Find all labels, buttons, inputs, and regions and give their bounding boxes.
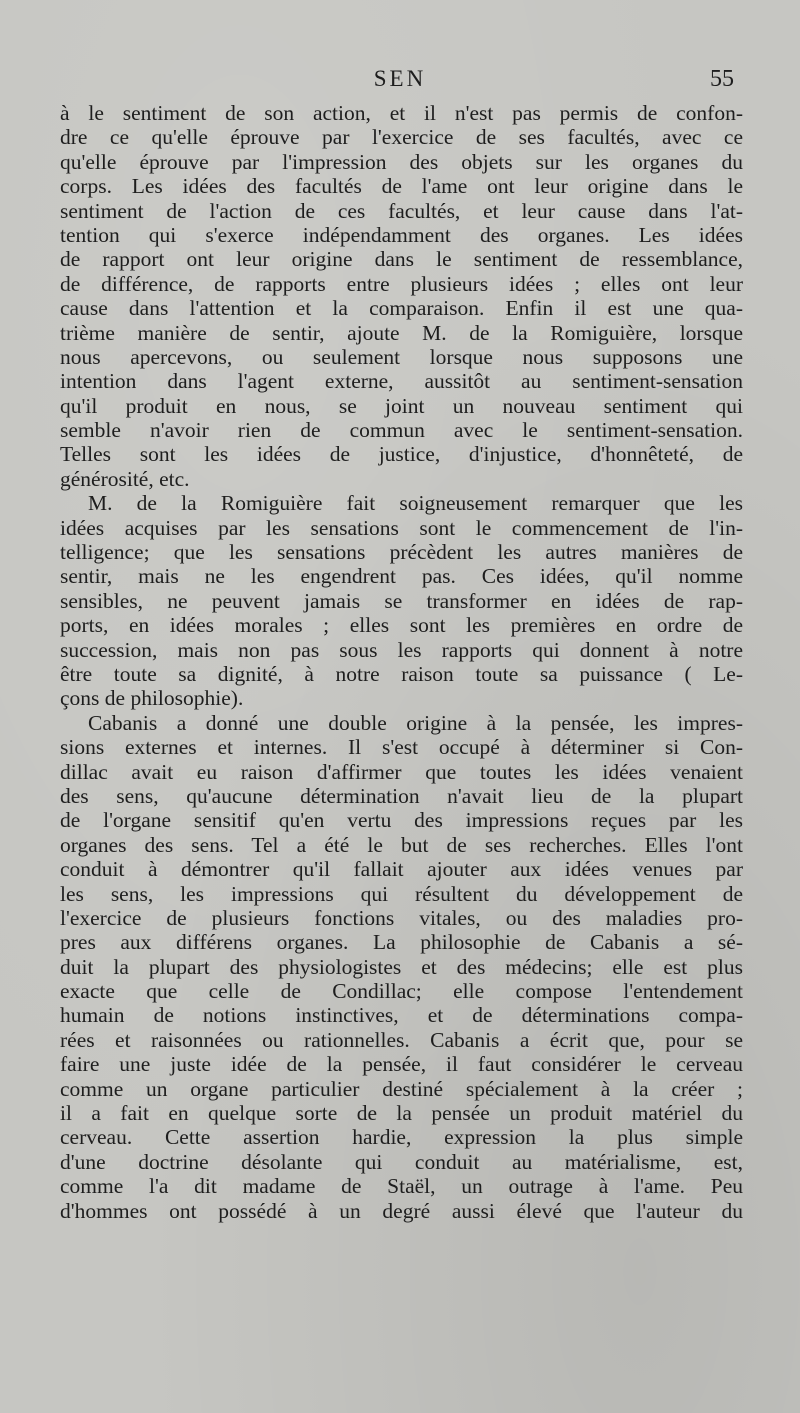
running-head: SEN (373, 66, 427, 91)
text-line: nous apercevons, ou seulement lorsque nous supposons une (60, 344, 743, 369)
text-line: générosité, etc. (60, 466, 190, 491)
paragraph-first-line: Cabanis a donné une double origine à la pensée, les impres- (88, 710, 743, 735)
text-line: tention qui s'exerce indépendamment des organes. Les idées (60, 222, 743, 247)
text-line: comme l'a dit madame de Staël, un outrage à l'ame. Peu (60, 1174, 743, 1199)
text-line: pres aux différens organes. La philosophie de Cabanis a sé- (60, 930, 743, 955)
text-line: intention dans l'agent externe, aussitôt au sentiment-sensation (60, 369, 743, 394)
text-line: qu'elle éprouve par l'impression des objets sur les organes du (60, 149, 743, 174)
text-line: ports, en idées morales ; elles sont les premières en ordre de (60, 613, 743, 638)
text-line: sentir, mais ne les engendrent pas. Ces idées, qu'il nomme (60, 564, 743, 589)
page-header (60, 64, 740, 104)
text-line: de différence, de rapports entre plusieurs idées ; elles ont leur (60, 271, 743, 296)
text-line: sions externes et internes. Il s'est occupé à déterminer si Con- (60, 735, 743, 760)
text-line: les sens, les impressions qui résultent du développement de (60, 881, 743, 906)
text-line: cerveau. Cette assertion hardie, expression la plus simple (60, 1125, 743, 1150)
text-line: des sens, qu'aucune détermination n'avait lieu de la plupart (60, 783, 743, 808)
text-line: comme un organe particulier destiné spécialement à la créer ; (60, 1076, 743, 1101)
text-line: conduit à démontrer qu'il fallait ajouter aux idées venues par (60, 857, 743, 882)
text-line: cause dans l'attention et la comparaison. Enfin il est une qua- (60, 296, 743, 321)
text-line: qu'il produit en nous, se joint un nouveau sentiment qui (60, 393, 743, 418)
text-line: semble n'avoir rien de commun avec le sentiment-sensation. (60, 418, 743, 443)
text-line: être toute sa dignité, à notre raison toute sa puissance ( Le- (60, 661, 743, 686)
text-line: dillac avait eu raison d'affirmer que toutes les idées venaient (60, 759, 743, 784)
text-line: de rapport ont leur origine dans le sentiment de ressemblance, (60, 247, 743, 272)
text-line: telligence; que les sensations précèdent les autres manières de (60, 540, 743, 565)
text-line: Telles sont les idées de justice, d'injustice, d'honnêteté, de (60, 442, 743, 467)
text-line: humain de notions instinctives, et de déterminations compa- (60, 1003, 743, 1028)
text-line: çons de philosophie). (60, 686, 244, 711)
paragraph-first-line: M. de la Romiguière fait soigneusement remarquer que les (88, 491, 743, 516)
text-line: faire une juste idée de la pensée, il faut considérer le cerveau (60, 1052, 743, 1077)
text-line: d'une doctrine désolante qui conduit au matérialisme, est, (60, 1149, 743, 1174)
text-line: organes des sens. Tel a été le but de ses recherches. Elles l'ont (60, 832, 743, 857)
text-line: succession, mais non pas sous les rapports qui donnent à notre (60, 637, 743, 662)
text-line: dre ce qu'elle éprouve par l'exercice de ses facultés, avec ce (60, 125, 743, 150)
text-line: exacte que celle de Condillac; elle compose l'entendement (60, 979, 743, 1004)
text-line: l'exercice de plusieurs fonctions vitales, ou des maladies pro- (60, 905, 743, 930)
page-number: 55 (710, 66, 734, 92)
text-line: rées et raisonnées ou rationnelles. Cabanis a écrit que, pour se (60, 1027, 743, 1052)
text-line: trième manière de sentir, ajoute M. de la Romiguière, lorsque (60, 320, 743, 345)
text-line: il a fait en quelque sorte de la pensée un produit matériel du (60, 1101, 743, 1126)
text-line: sentiment de l'action de ces facultés, et leur cause dans l'at- (60, 198, 743, 223)
text-line: sensibles, ne peuvent jamais se transformer en idées de rap- (60, 588, 743, 613)
text-line: à le sentiment de son action, et il n'est pas permis de confon- (60, 101, 743, 125)
text-line: idées acquises par les sensations sont le commencement de l'in- (60, 515, 743, 540)
text-line: de l'organe sensitif qu'en vertu des impressions reçues par les (60, 808, 743, 833)
text-line: duit la plupart des physiologistes et des médecins; elle est plus (60, 954, 743, 979)
body-text (60, 101, 743, 1223)
text-line: corps. Les idées des facultés de l'ame ont leur origine dans le (60, 174, 743, 199)
text-line: d'hommes ont possédé à un degré aussi élevé que l'auteur du (60, 1198, 743, 1223)
